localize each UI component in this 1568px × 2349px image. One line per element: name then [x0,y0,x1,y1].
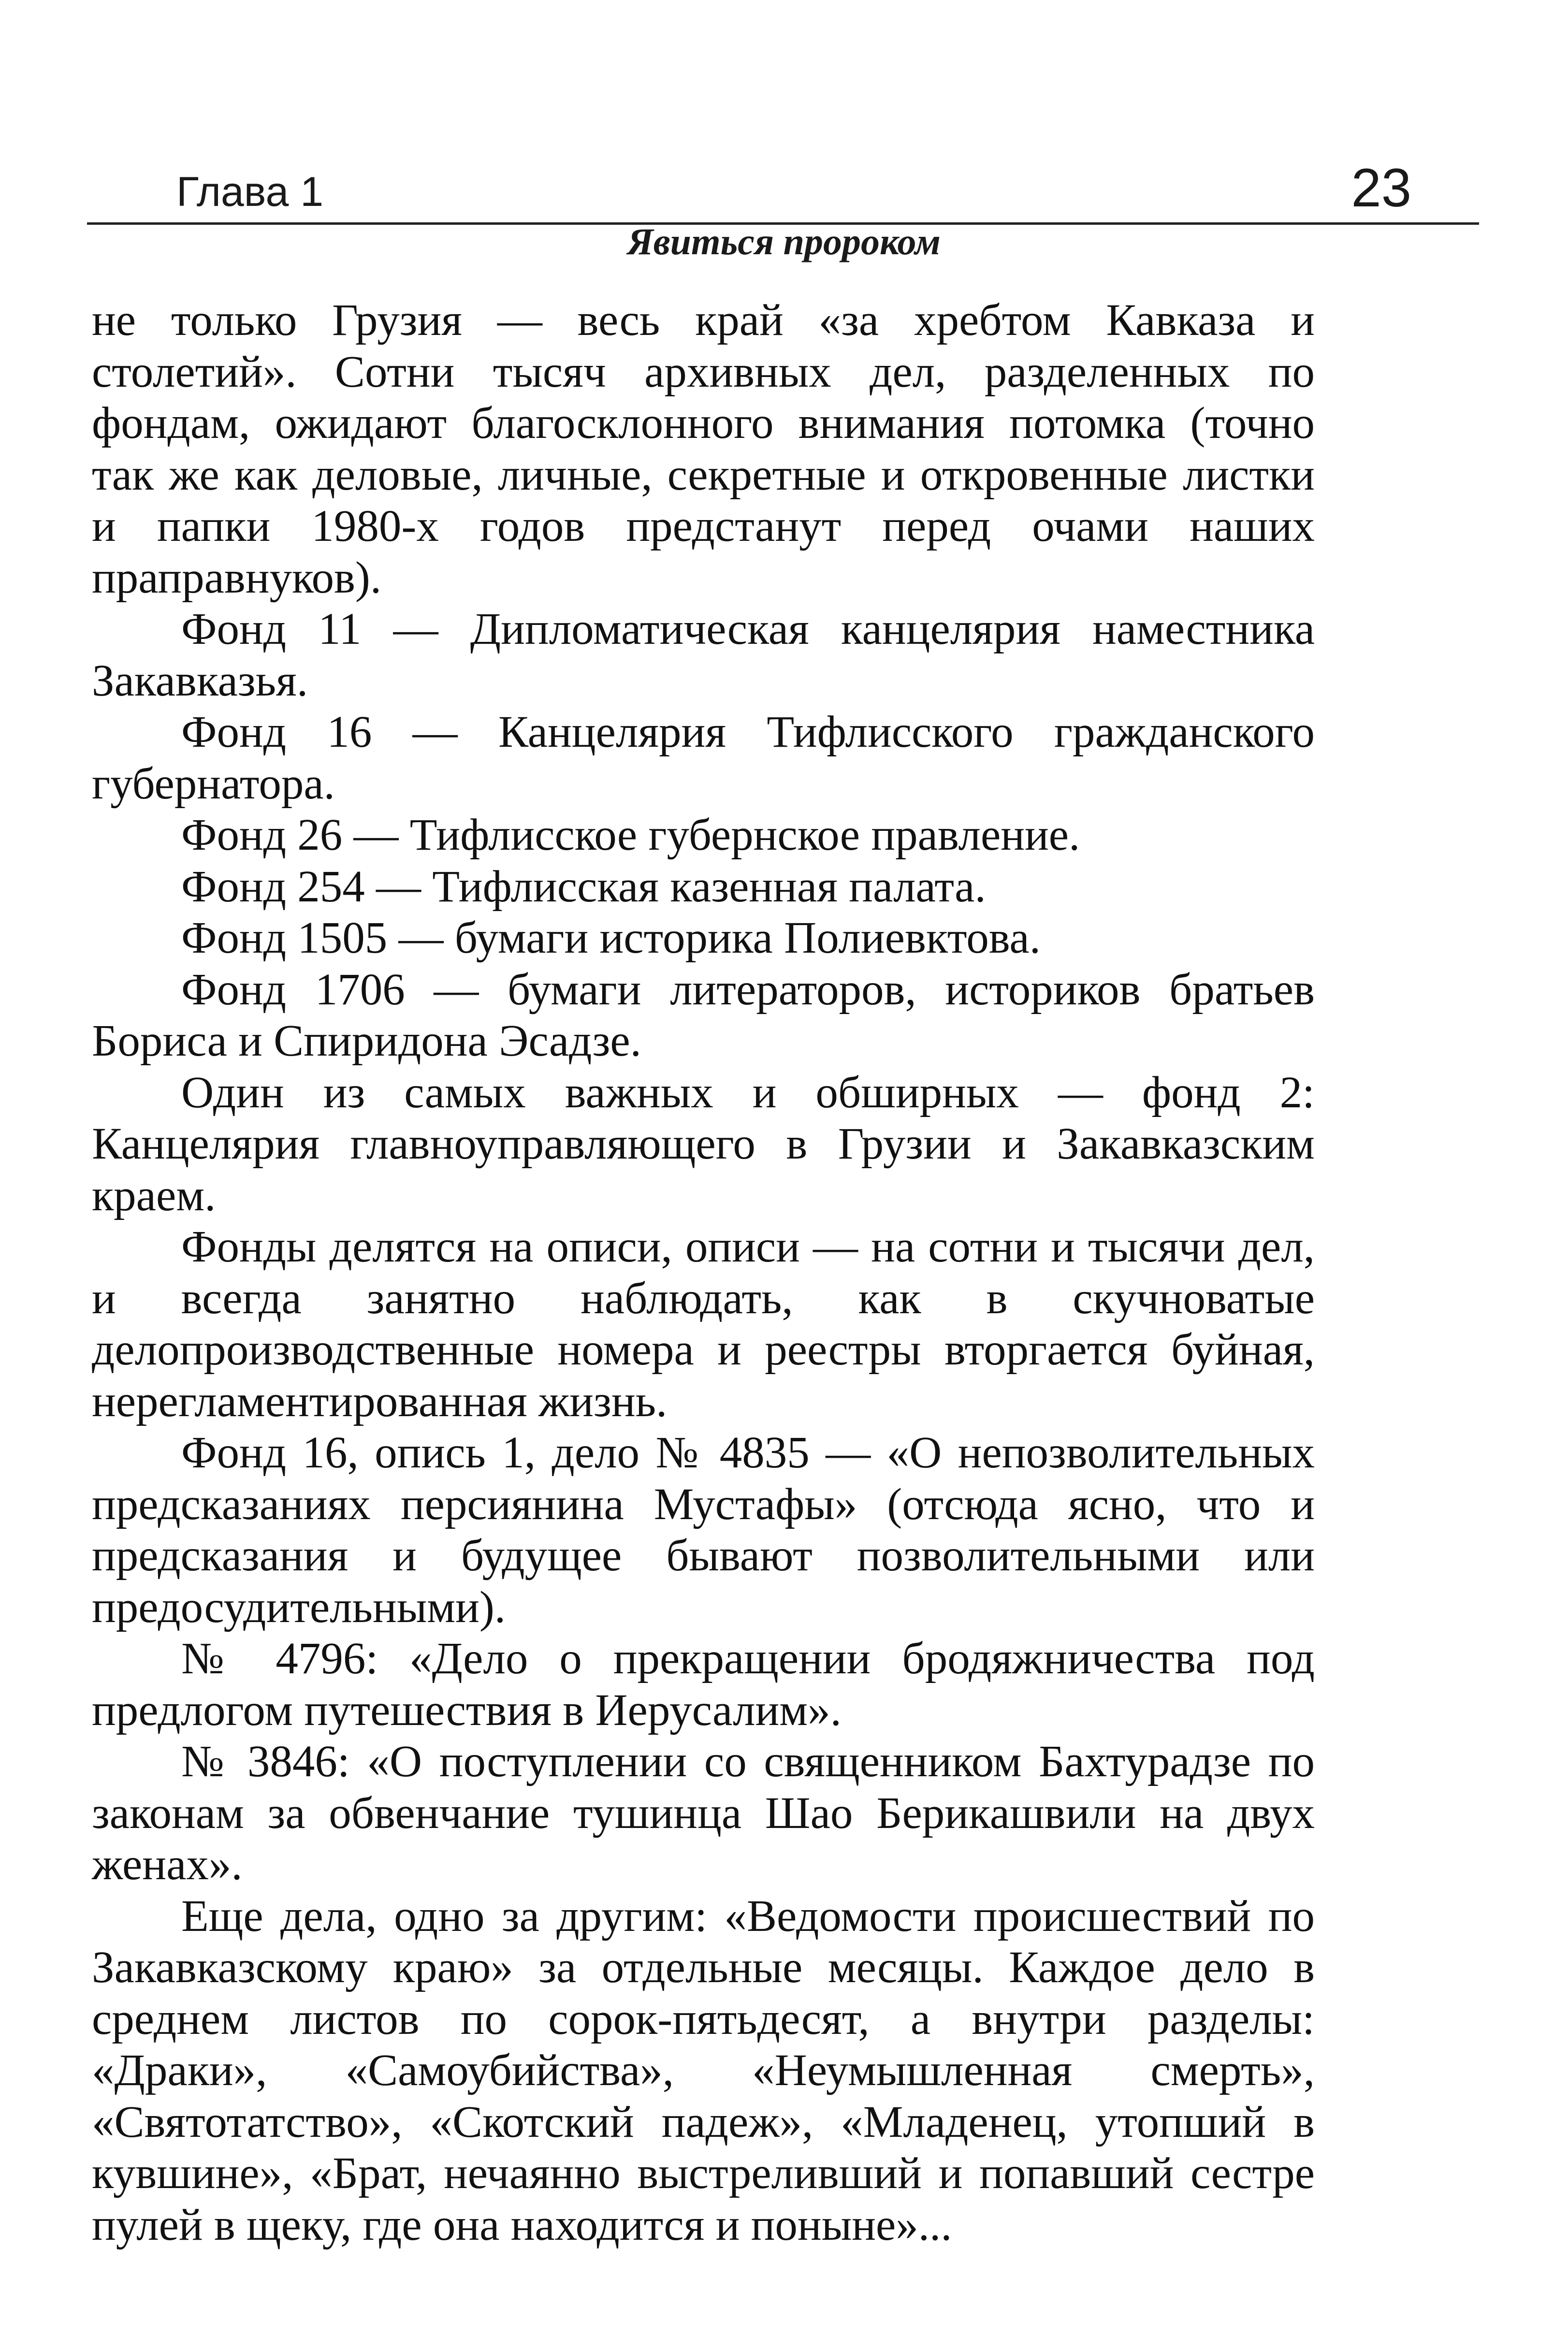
paragraph: № 4796: «Дело о прекращении бродяжничества под предлогом путешествия в Иерусалим». [92,1634,1315,1735]
paragraph: Фонд 1505 — бумаги историка Полиевктова. [181,913,1041,963]
paragraph: Фонд 1706 — бумаги литераторов, историков братьев Бориса и Спиридона Эсадзе. [92,964,1315,1066]
running-head [87,158,1479,225]
paragraph: Фонд 254 — Тифлисская казенная палата. [181,861,986,912]
paragraph: Еще дела, одно за другим: «Ведомости происшествий по Закавказскому краю» за отдельные месяцы. Каждое дело в среднем листов по сорок-пятьдесят, а внутри разделы: «Драки», «Самоубийства», «Неумышленная смерть», «Святотатство», «Скотский падеж», «Младенец, утопший в кувшине», «Брат, нечаянно выстреливший и попавший сестре пулей в щеку, где она находится и поныне»... [92,1891,1315,2250]
body-text [92,295,1315,2251]
paragraph: Фонд 16, опись 1, дело № 4835 — «О непозволительных предсказаниях персиянина Мустафы» (отсюда ясно, что и предсказания и будущее бывают позволительными или предосудительными). [92,1428,1315,1632]
page-number: 23 [1351,158,1411,218]
chapter-label: Глава 1 [176,169,324,215]
paragraph: Фонды делятся на описи, описи — на сотни и тысячи дел, и всегда занятно наблюдать, как в скучноватые делопроизводственные номера и реестры вторгается буйная, нерегламентированная жизнь. [92,1222,1315,1426]
paragraph: Фонд 26 — Тифлисское губернское правление. [181,810,1080,860]
paragraph: не только Грузия — весь край «за хребтом Кавказа и столетий». Сотни тысяч архивных дел, разделенных по фондам, ожидают благосклонного внимания потомка (точно так же как деловые, личные, секретные и откровенные листки и папки 1980-х годов предстанут перед очами наших праправнуков). [92,295,1315,603]
paragraph: Фонд 16 — Канцелярия Тифлисского гражданского губернатора. [92,707,1315,809]
paragraph: Фонд 11 — Дипломатическая канцелярия наместника Закавказья. [92,604,1315,706]
running-title: Явиться пророком [627,220,941,262]
paragraph: Один из самых важных и обширных — фонд 2: Канцелярия главноуправляющего в Грузии и Закавказским краем. [92,1067,1315,1220]
paragraph: № 3846: «О поступлении со священником Бахтурадзе по законам за обвенчание тушинца Шао Берикашвили на двух женах». [92,1737,1315,1889]
